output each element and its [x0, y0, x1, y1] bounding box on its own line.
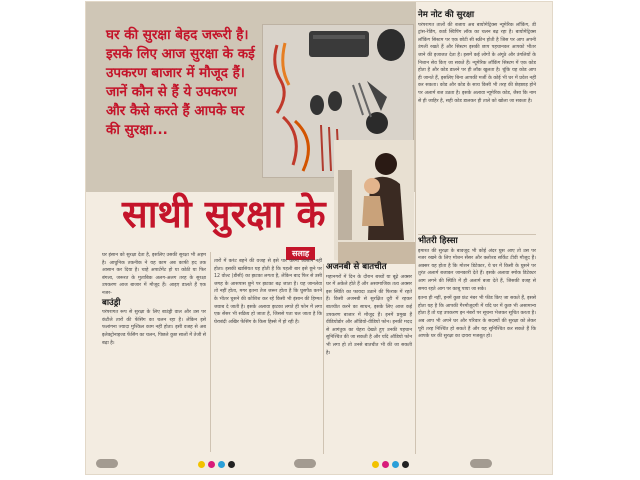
yellow-dot: [198, 461, 205, 468]
intro-text: घर की सुरक्षा बेहद जरूरी है। इसके लिए आज सुरक्षा के कई उपकरण बाजार में मौजूद हैं। जानें कौन से हैं ये उपकरण और कैसे करते हैं आपके घर की सुरक्षा...: [106, 27, 255, 138]
column-rule: [415, 8, 416, 454]
black-dot: [228, 461, 235, 468]
col3-paragraph: महानगरों में दिन के दौरान बच्चों या बूढ़े अक्सर घर में अकेले होते हैं और असामाजिक तत्व अक्सर इस स्थिति का फायदा उठाने की फिराक में रहते हैं। किसी अजनबी से सुरक्षित दूरी में रहकर बातचीत करने का साधन, इसके लिए आज कई उपकरण बाजार में मौजूद हैं। इनमें प्रमुख हैं वीडियोडोर और ऑडियो-वीडियो फोन। इनकी मदद से आगंतुक का चेहरा देखते हुए उनकी पहचान सुनिश्चित की जा सकती है और यदि ऑडियो फोन भी लगा हो तो उनसे बातचीत भी की जा सकती है।: [326, 274, 412, 356]
column-1: [102, 252, 206, 347]
heading-stranger-talk: अजनबी से बातचीत: [326, 262, 387, 272]
col1-paragraph-2: परंपरागत रूप से सुरक्षा के लिए बाउंड्री वाल और उस पर कंटीले तारों की फेंसिंग का चलन रहा है। लेकिन इसे फलांगना ज्यादा मुश्किल काम नहीं होता। इसी वजह से अब इलेक्ट्रोनाइज्ड फेंसिंग का चलन, पिछले कुछ सालों में तेजी से बढ़ा है।: [102, 310, 206, 346]
black-dot: [402, 461, 409, 468]
heading-boundary: बाउंड्री: [102, 297, 121, 308]
heading-interior: भीतरी हिस्सा: [418, 236, 458, 246]
cyan-dot: [392, 461, 399, 468]
col1-paragraph: घर इंसान को सुरक्षा देता है, इसलिए उसकी सुरक्षा भी अहम है। आधुनिक तकनीक ने यह काम अब काफी हद तक आसान कर दिया है। चाहे अपार्टमेंट हो या कोठी या फिर बंगला, जरूरत के मुताबिक अलग-अलग तरह के सुरक्षा उपकरण आज बाजार में मौजूद हैं। आइए डालते हैं एक नजर-: [102, 253, 206, 296]
column-rule: [323, 264, 324, 454]
registration-marks-left: [96, 459, 118, 468]
remote-1: [310, 95, 324, 115]
column-4: [418, 10, 536, 105]
registration-oval: [470, 459, 492, 468]
newspaper-page: [86, 2, 552, 474]
registration-marks: [198, 461, 235, 468]
banner-strip: [338, 242, 416, 264]
registration-oval: [96, 459, 118, 468]
registration-marks-right: [372, 461, 409, 468]
registration-marks-center: [294, 459, 316, 468]
remote-2: [328, 91, 342, 111]
control-unit: [309, 31, 369, 57]
siren: [377, 29, 405, 61]
heading-advice: सलाह: [286, 247, 315, 260]
sensor: [366, 112, 388, 134]
hero-panel: [86, 2, 416, 192]
headline: साथी सुरक्षा के: [122, 192, 326, 236]
registration-oval: [294, 459, 316, 468]
col5-paragraph: इमारत की सुरक्षा के बावजूद भी कोई अंदर घुस आए तो उस पर नजर रखने के लिए मोशन सेंसर और क्लोज्ड सर्किट टीवी मौजूद हैं। अक्सर यह होता है कि मोशन डिटेक्टर, ये घर में किसी के घुसने पर तुरंत अलार्म बजाकर जानकारी देते हैं। इसके अलावा स्मोक डिटेक्टर आग लगने की स्थिति में ही अलार्म बजा देते हैं, जिसकी वजह से समय रहते आग पर काबू पाया जा सके।: [418, 248, 536, 292]
magenta-dot: [208, 461, 215, 468]
col5-paragraph-2: इतना ही नहीं, इनमें कुछ फ्रंट नंबर भी फीड किए जा सकते हैं, इससे होता यह है कि आपकी गैरमौजूदगी में यदि घर में कुछ भी असामान्य होता है तो यह उपकरण इन नंबरों पर सूचना भेजकर सूचित करता है। अब आप भी अपने घर और परिवार के सदस्यों की सुरक्षा को लेकर पूरी तरह निश्चिंत हो सकते हैं और यह सुनिश्चित कर सकते हैं कि आपके घर की सुरक्षा का दायरा मजबूत हो।: [418, 296, 536, 340]
column-3: [326, 262, 412, 357]
column-2: [214, 258, 322, 326]
col4-paragraph: परंपरागत तालों की बजाय अब बायोमेट्रिक्स न्यूमेरिक लॉकिंग, डी ट्रांस-रेडिंग, कार्ड स्विपिंग लॉक का चलन बढ़ रहा है। बायोमेट्रिक्स लॉकिंग सिस्टम पर एक छोटी सी स्क्रीन होती है जिस पर आप अपनी उंगली रखते हैं और सिस्टम इसकी छाप पहचानकर आपको भीतर जाने की इजाजत देता है। इसमें कई लोगों के अंगूठे और उंगलियों के निशान सेव किए जा सकते हैं। न्यूमेरिक लॉकिंग सिस्टम में एक कोड होता है और कोड डालने पर ही लॉक खुलता है। चूंकि यह कोड आप ही जानते हैं, इसलिए बिना आपकी मर्जी के कोई भी घर में प्रवेश नहीं कर सकता। कोड और कोड के साथ किसी भी तरह की छेड़छाड़ होने पर अलार्म बज उठता है। इसके अलावा न्यूमेरिक कोड, जैसा कि नाम से ही जाहिर है, सही कोड डालकर ही ताले को खोला जा सकता है।: [418, 22, 536, 104]
registration-marks-far-right: [470, 459, 492, 468]
section-rule: [418, 234, 536, 235]
column-rule: [210, 252, 211, 452]
col2-paragraph: तारों में करंट बहने की वजह से इसे पार करना आसान नहीं होता। इसकी खासियत यह होती है कि पहली बार इसे छूने पर 12 वोल्ट (डीसी) का झटका लगता है, लेकिन बाद फिर से उसी जगह के आसपास छूने पर झटका बढ़ जाता है। यह जानलेवा तो नहीं होता, मगर इतना तेज जरूर होता है कि घुसपैठ करने के भीतर घुसने की कोशिश कर रहे किसी भी इंसान की हिम्मत जवाब दे जाती है। इसके अलावा झटका लगते ही फोन में लगा एक सेंसर भी सक्रिय हो जाता है, जिससे पता चल जाता है कि घेराबंदी अखिर फेंसिंग के किस हिस्से में हो रही है।: [214, 259, 322, 325]
magenta-dot: [382, 461, 389, 468]
yellow-dot: [372, 461, 379, 468]
column-5: [418, 236, 536, 341]
cyan-dot: [218, 461, 225, 468]
heading-lock-security: नेम नोट की सुरक्षा: [418, 10, 475, 20]
